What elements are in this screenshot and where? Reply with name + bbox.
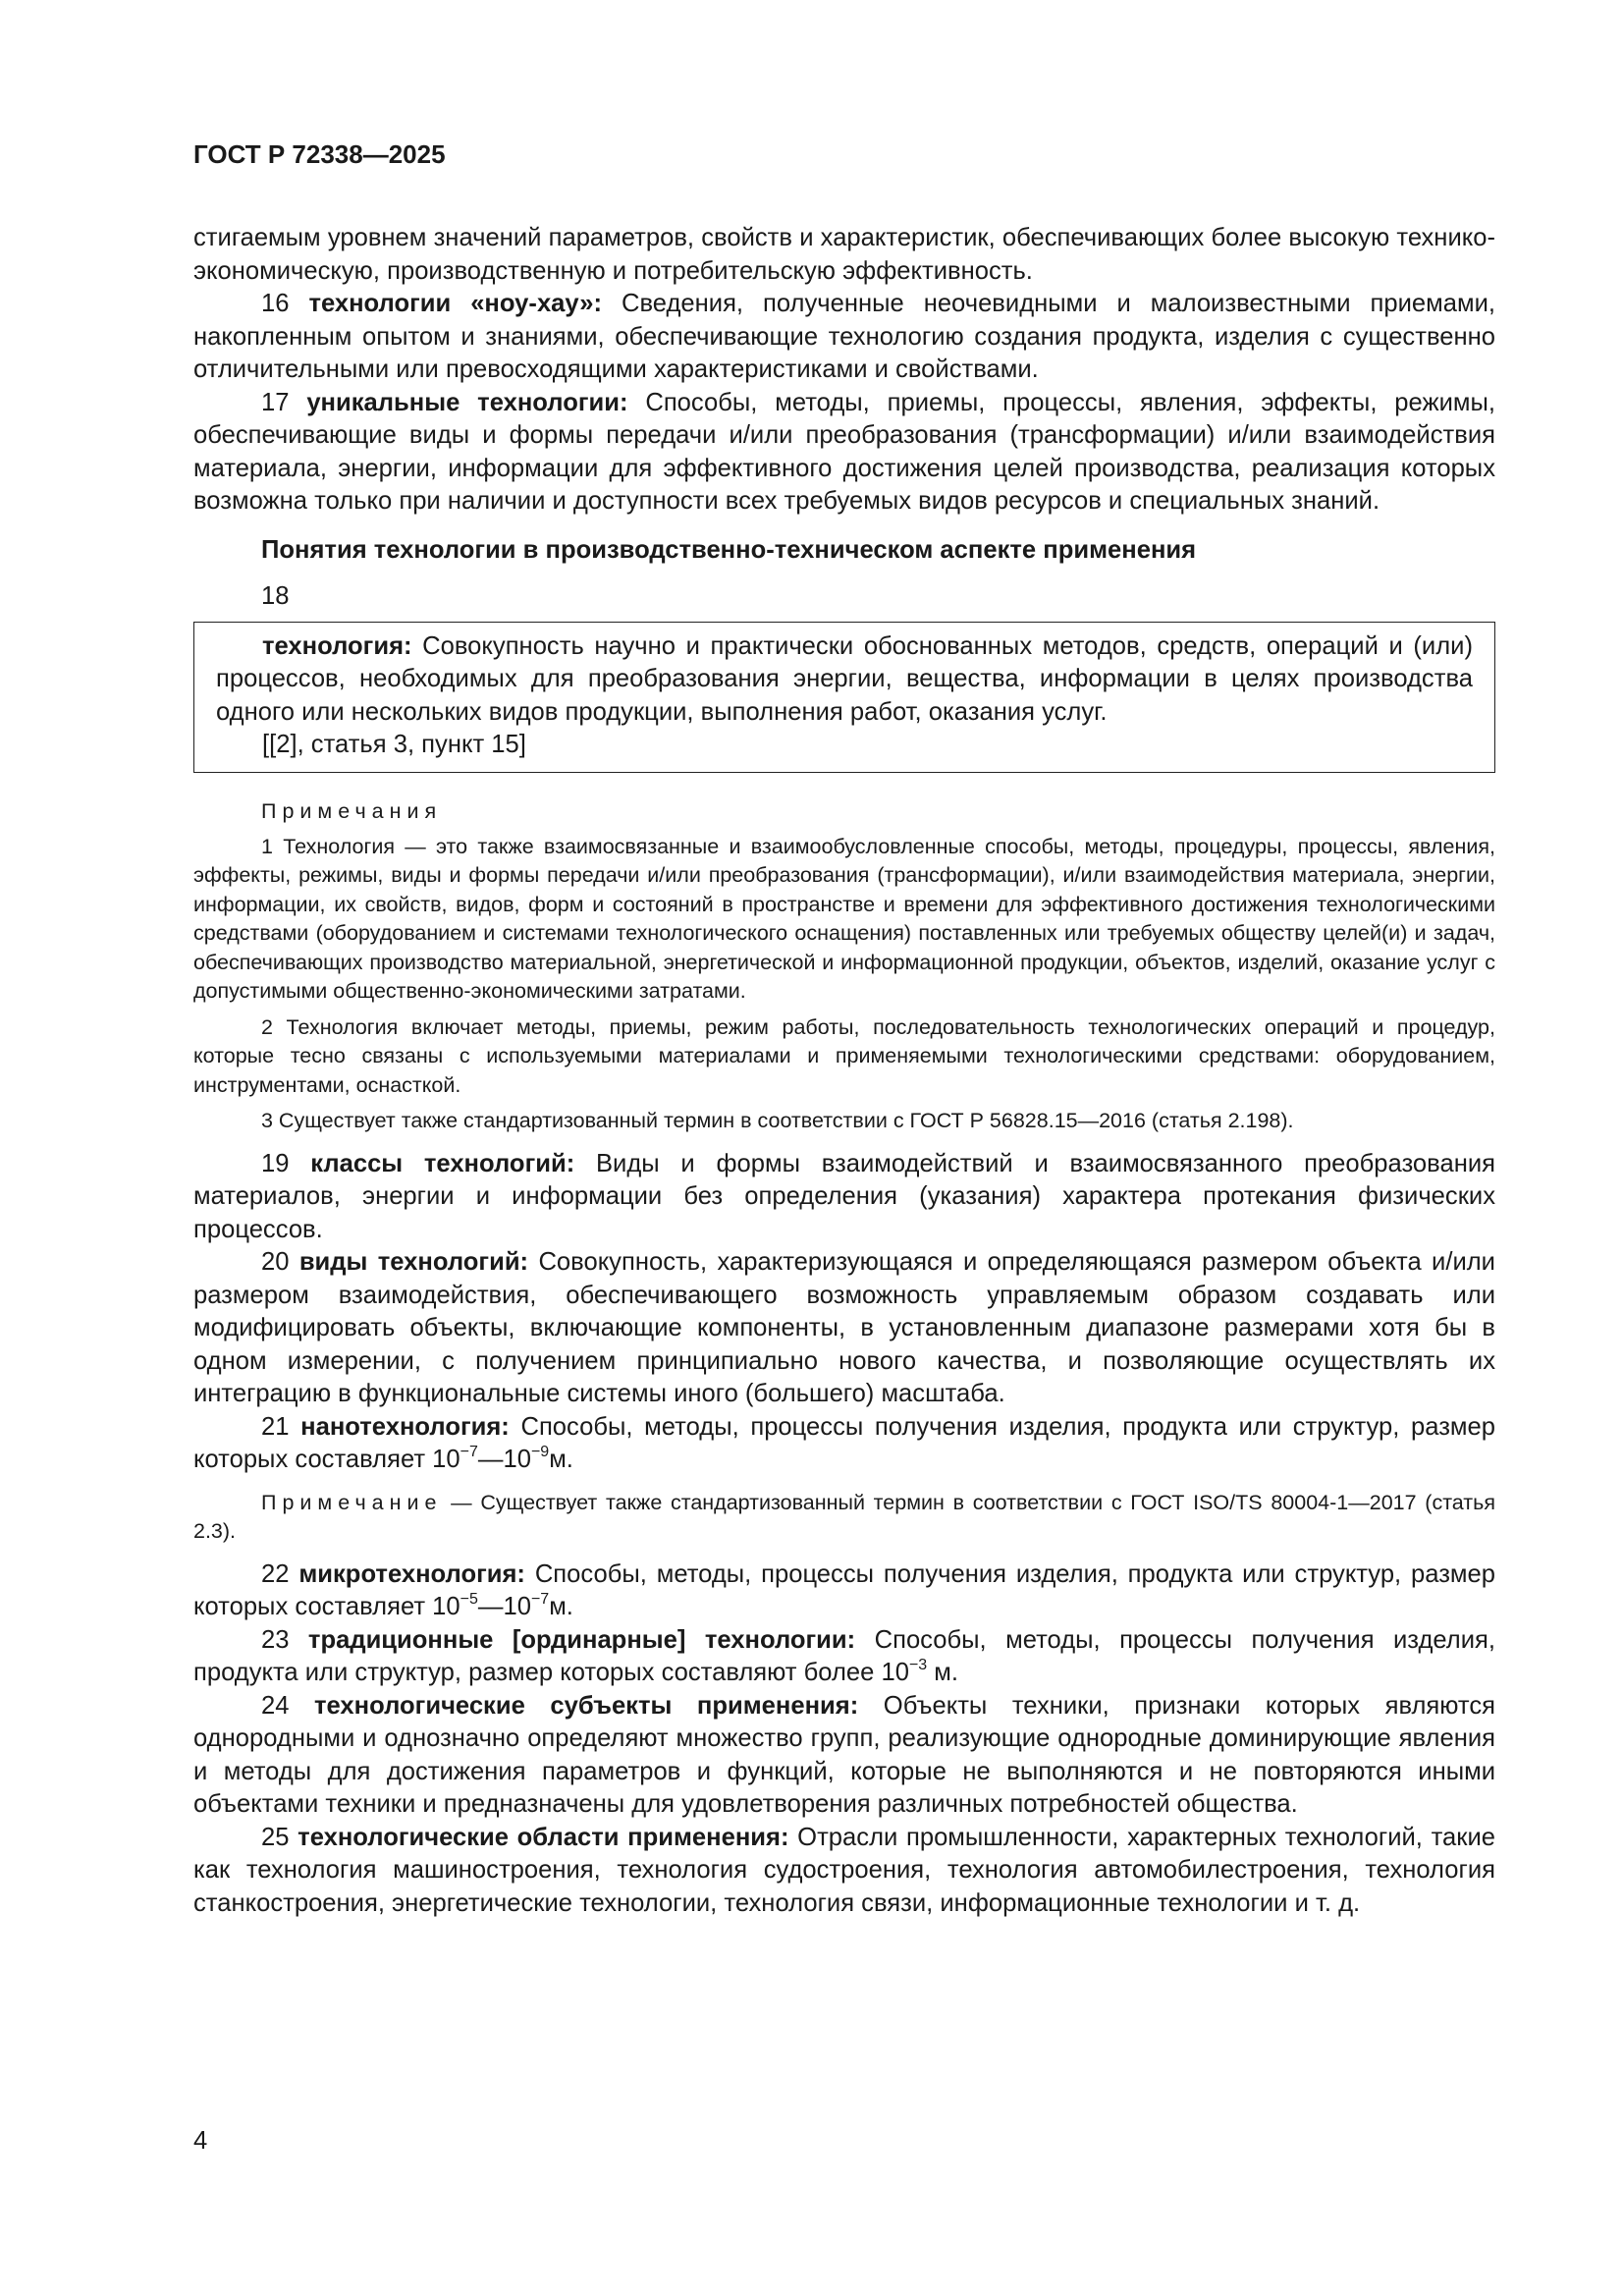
range-separator: —10 — [477, 1446, 531, 1473]
exponent: −7 — [460, 1444, 478, 1460]
term-number: 24 — [261, 1691, 290, 1720]
term-title: традиционные [ординарные] технологии: — [307, 1625, 856, 1654]
term-25 — [193, 1822, 1495, 1921]
notes-title: Примечания — [261, 798, 443, 823]
term-definition: Совокупность научно и практически обоснованных методов, средств, операций и (или) процессов, необходимых для преобразования энергии, вещества, информации в целях производства одного или нескольких видов продукции, выполнения работ, оказания услуг. — [216, 631, 1473, 726]
term-23 — [193, 1624, 1495, 1690]
term-definition: Способы, методы, процессы получения изделия, продукта или структур, размер которых составляет 10 — [193, 1559, 1495, 1620]
term-title: уникальные технологии: — [306, 388, 628, 416]
unit: м. — [549, 1446, 573, 1473]
term-number: 16 — [261, 290, 290, 317]
term-number: 19 — [261, 1149, 290, 1177]
term-number: 17 — [261, 388, 290, 416]
term-number: 25 — [261, 1823, 290, 1851]
document-header: ГОСТ Р 72338—2025 — [193, 139, 446, 169]
note-text: — Существует также стандартизованный термин в соответствии с ГОСТ ISO/TS 80004-1—2017 (статья 2.3). — [193, 1490, 1495, 1543]
exponent: −5 — [460, 1591, 478, 1608]
term-title: технологические субъекты применения: — [314, 1691, 859, 1720]
term-18-box — [193, 622, 1495, 773]
term-16 — [193, 288, 1495, 387]
term-20 — [193, 1246, 1495, 1411]
term-18-number: 18 — [261, 582, 290, 610]
page-number: 4 — [193, 2127, 208, 2155]
term-title: нанотехнология: — [300, 1412, 510, 1441]
term-title: технология: — [262, 631, 412, 660]
term-title: технологии «ноу-хау»: — [308, 290, 603, 317]
term-22 — [193, 1558, 1495, 1624]
term-title: классы технологий: — [310, 1149, 575, 1177]
unit: м. — [549, 1593, 573, 1620]
term-24 — [193, 1690, 1495, 1822]
term-18-reference: [[2], статья 3, пункт 15] — [262, 731, 526, 758]
term-definition: Виды и формы взаимодействий и взаимосвязанного преобразования материалов, энергии и информации без определения (указания) характера протекания физических процессов. — [193, 1149, 1495, 1243]
note-3: 3 Существует также стандартизованный термин в соответствии с ГОСТ Р 56828.15—2016 (статья 2.198). — [261, 1109, 1294, 1132]
section-heading: Понятия технологии в производственно-техническом аспекте применения — [261, 535, 1197, 564]
unit: м. — [927, 1659, 959, 1686]
term-18 — [216, 630, 1473, 730]
note-label: Примечание — [261, 1490, 443, 1514]
term-number: 20 — [261, 1248, 290, 1276]
term-number: 23 — [261, 1625, 290, 1654]
term-21 — [193, 1411, 1495, 1477]
exponent: −7 — [530, 1591, 550, 1608]
term-number: 21 — [261, 1412, 290, 1441]
term-19 — [193, 1148, 1495, 1247]
term-definition: Способы, методы, процессы получения изделия, продукта или структур, размер которых составляет 10 — [193, 1412, 1495, 1473]
term-definition: Объекты техники, признаки которых являются однородными и однозначно определяют множество групп, реализующие однородные доминирующие явления и методы для достижения параметров и функций, которые не выполняются и не повторяются иными объектами техники и предназначены для удовлетворения различных потребностей общества. — [193, 1691, 1495, 1818]
term-title: технологические области применения: — [298, 1823, 789, 1851]
exponent: −3 — [908, 1657, 928, 1673]
note-2: 2 Технология включает методы, приемы, режим работы, последовательность технологических операций и процедур, которые тесно связаны с используемыми материалами и применяемыми технологическими средствами: оборудованием, инструментами, оснасткой. — [193, 1014, 1495, 1097]
note-21 — [193, 1489, 1495, 1547]
term-title: виды технологий: — [298, 1248, 529, 1276]
term-17 — [193, 387, 1495, 519]
term-definition: Способы, методы, процессы получения изделия, продукта или структур, размер которых составляют более 10 — [193, 1625, 1495, 1686]
term-definition: Способы, методы, приемы, процессы, явления, эффекты, режимы, обеспечивающие виды и формы передачи и/или преобразования (трансформации) и/или взаимодействия материала, энергии, информации для эффективного достижения целей производства, реализация которых возможна только при наличии и доступности всех требуемых видов ресурсов и специальных знаний. — [193, 388, 1495, 515]
term-definition: Сведения, полученные неочевидными и малоизвестными приемами, накопленным опытом и знаниями, обеспечивающие технологию создания продукта, изделия с существенно отличительными или превосходящими характеристиками и свойствами. — [193, 290, 1495, 383]
term-number: 22 — [261, 1559, 290, 1588]
document-page — [193, 137, 1495, 1920]
exponent: −9 — [530, 1444, 550, 1460]
term-definition: Совокупность, характеризующаяся и определяющаяся размером объекта и/или размером взаимодействия, обеспечивающего возможность управляемым образом создавать или модифицировать объекты, включающие компоненты, в установленным диапазоне размерами хотя бы в одном измерении, с получением принципиально нового качества, и позволяющие осуществлять их интеграцию в функциональные системы иного (большего) масштаба. — [193, 1248, 1495, 1407]
paragraph-continuation: стигаемым уровнем значений параметров, свойств и характеристик, обеспечивающих более высокую технико-экономическую, производственную и потребительскую эффективность. — [193, 224, 1495, 285]
term-definition: Отрасли промышленности, характерных технологий, такие как технология машиностроения, технология судостроения, технология автомобилестроения, технология станкостроения, энергетические технологии, технология связи, информационные технологии и т. д. — [193, 1823, 1495, 1917]
range-separator: —10 — [477, 1593, 531, 1620]
term-title: микротехнология: — [298, 1559, 525, 1588]
note-1: 1 Технология — это также взаимосвязанные и взаимообусловленные способы, методы, процедуры, процессы, явления, эффекты, режимы, виды и формы передачи и/или преобразования (трансформации), и/или взаимодействия материала, энергии, информации, их свойств, видов, форм и состояний в пространстве и времени для эффективного достижения технологическими средствами (оборудованием и системами технологического оснащения) поставленных или требуемых обществу целей(и) и задач, обеспечивающих производство материальной, энергетической и информационной продукции, объектов, изделий, оказание услуг с допустимыми общественно-экономическими затратами. — [193, 834, 1495, 1003]
